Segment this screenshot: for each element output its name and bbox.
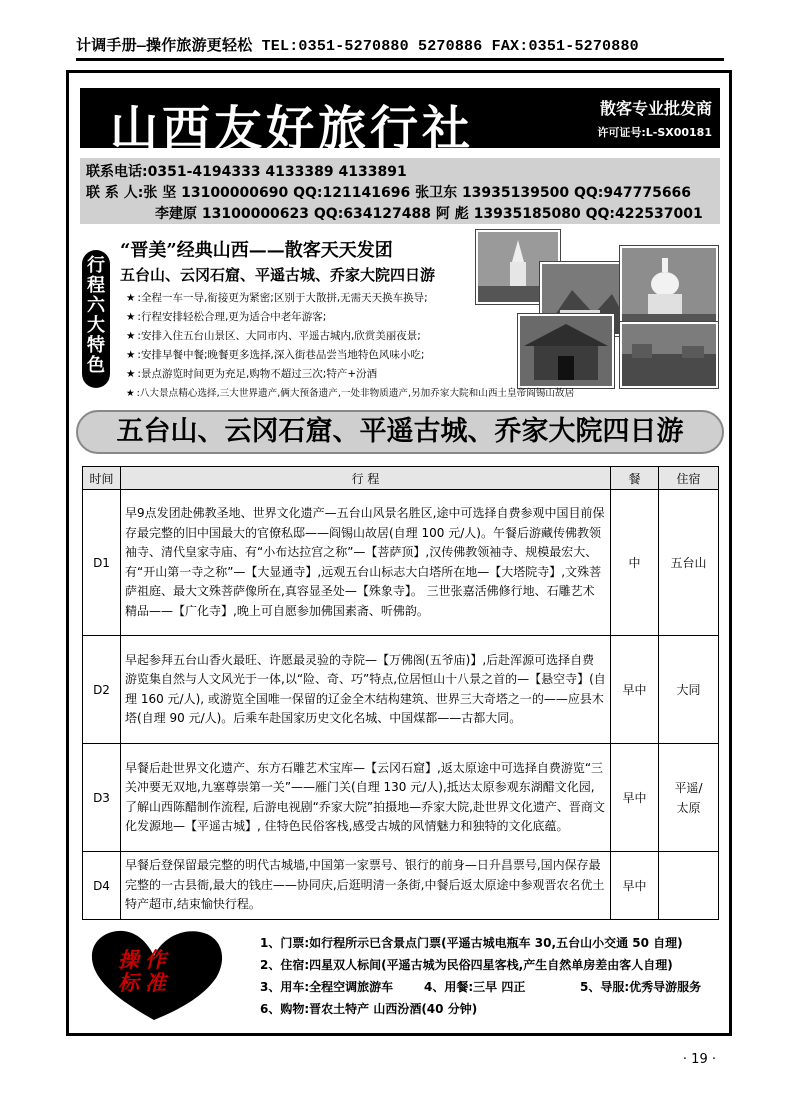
stupa-icon — [622, 248, 716, 326]
promo-title: “晋美”经典山西——散客天天发团 — [120, 240, 393, 261]
header-meal: 餐 — [611, 467, 659, 490]
feature-line-5: ★ :景点游览时间更为充足,购物不超过三次;特产+汾酒 — [126, 368, 378, 380]
row-stay — [659, 852, 719, 920]
row-stay: 大同 — [659, 636, 719, 744]
star-icon: ★ — [126, 368, 136, 380]
row-day: D1 — [83, 490, 121, 636]
row-day: D2 — [83, 636, 121, 744]
standard-guide: 5、导服:优秀导游服务 — [580, 980, 702, 994]
standards-label: 操作标准 — [118, 947, 172, 995]
route-title: 五台山、云冈石窟、平遥古城、乔家大院四日游 — [116, 416, 684, 447]
license-number: 许可证号:L-SX00181 — [597, 126, 712, 139]
feature-line-1: ★ :全程一车一导,衔接更为紧密;区别于大散拼,无需天天换车换导; — [126, 292, 428, 304]
star-icon: ★ — [126, 349, 136, 361]
table-row — [83, 490, 719, 636]
photo-white-pagoda — [620, 246, 718, 328]
city-wall-icon — [622, 324, 716, 386]
row-desc: 早餐后登保留最完整的明代古城墙,中国第一家票号、银行的前身—日升昌票号,国内保存最完整的一古县衙,最大的钱庄——协同庆,后逛明清一条街,中餐后返太原途中参观晋农名优土特产超市,结束愉快行程。 — [121, 852, 611, 920]
agency-banner — [80, 88, 720, 157]
row-meal: 中 — [611, 490, 659, 636]
standard-meals: 4、用餐:三早 四正 — [424, 980, 526, 994]
star-icon: ★ — [126, 388, 135, 399]
row-desc: 早9点发团赴佛教圣地、世界文化遗产—五台山风景名胜区,途中可选择自费参观中国目前保存最完整的旧中国最大的官僚私邸——阎锡山故居(自理 100 元/人)。午餐后游藏传佛教领袖寺、清代皇家寺庙、有“小布达拉宫之称”—【菩萨顶】,汉传佛教领袖寺、规模最宏大、有“开山第一寺之称”—【大显通寺】,远观五台山标志大白塔所在地—【大塔院寺】,文殊菩萨祖庭、最大文殊菩萨像所在,真容显圣处—【殊象寺】。 三世张嘉活佛修行地、石雕艺术精品——【广化寺】,晚上可自愿参加佛国素斋、听佛韵。 — [121, 490, 611, 636]
contact-persons-row-2: 李建原 13100000623 QQ:634127488 阿 彪 13935185080 QQ:422537001 — [155, 206, 703, 222]
itinerary-table — [82, 466, 719, 920]
promo-subtitle: 五台山、云冈石窟、平遥古城、乔家大院四日游 — [120, 266, 436, 284]
feature-line-2: ★ :行程安排轻松合理,更为适合中老年游客; — [126, 311, 327, 323]
temple-icon — [520, 316, 612, 386]
row-meal: 早中 — [611, 744, 659, 852]
contact-phones: 联系电话:0351-4194333 4133389 4133891 — [86, 164, 407, 180]
features-side-label: 行程六大特色 — [82, 250, 110, 388]
header-rule — [76, 58, 724, 61]
table-row — [83, 636, 719, 744]
standard-transport: 3、用车:全程空调旅游车 — [260, 980, 394, 994]
route-title-banner — [76, 410, 724, 454]
photo-courtyard — [620, 322, 718, 388]
star-icon: ★ — [126, 311, 136, 323]
star-icon: ★ — [126, 330, 136, 342]
contact-persons-row-1: 联 系 人:张 坚 13100000690 QQ:121141696 张卫东 13935139500 QQ:947775666 — [86, 185, 692, 201]
standard-tickets: 1、门票:如行程所示已含景点门票(平遥古城电瓶车 30,五台山小交通 50 自理) — [260, 936, 683, 950]
photo-temple-gate — [518, 314, 614, 388]
feature-line-3: ★ :安排入住五台山景区、大同市内、平遥古城内,欣赏美丽夜景; — [126, 330, 421, 342]
contact-box — [80, 158, 720, 224]
row-desc: 早起参拜五台山香火最旺、许愿最灵验的寺院—【万佛阁(五爷庙)】,后赴浑源可选择自费游览集自然与人文风光于一体,以“险、奇、巧”特点,位居恒山十八景之首的—【悬空寺】(自理 160 元/人), 或游览全国唯一保留的辽金全木结构建筑、世界三大奇塔之一的——应县木塔(自理 90 元/人)。后乘车赴国家历史文化名城、中国煤都——古都大同。 — [121, 636, 611, 744]
standard-shopping: 6、购物:晋农土特产 山西汾酒(40 分钟) — [260, 1002, 478, 1016]
header-day: 时间 — [83, 467, 121, 490]
standard-accommodation: 2、住宿:四星双人标间(平遥古城为民俗四星客栈,产生自然单房差由客人自理) — [260, 958, 673, 972]
row-desc: 早餐后赴世界文化遗产、东方石雕艺术宝库—【云冈石窟】,返太原途中可选择自费游览“三关冲要无双地,九塞尊崇第一关”——雁门关(自理 130 元/人),抵达太原参观东湖醋文化园,了解山西陈醋制作流程, 后游电视剧“乔家大院”拍摄地—乔家大院,赴世界文化遗产、晋商文化发源地—【平遥古城】, 住特色民俗客栈,感受古城的风情魅力和独特的文化底蕴。 — [121, 744, 611, 852]
agency-slogan: 散客专业批发商 — [599, 99, 712, 118]
header-stay: 住宿 — [659, 467, 719, 490]
row-day: D3 — [83, 744, 121, 852]
header-contact-bar: 计调手册—操作旅游更轻松 TEL:0351-5270880 5270886 FAX:0351-5270880 — [76, 38, 639, 55]
row-meal: 早中 — [611, 636, 659, 744]
table-row — [83, 744, 719, 852]
feature-line-4: ★ :安排早餐中餐;晚餐更多选择,深入街巷品尝当地特色风味小吃; — [126, 349, 425, 361]
service-standards — [82, 924, 718, 1024]
scenery-photo-collage — [470, 226, 726, 386]
row-stay: 五台山 — [659, 490, 719, 636]
row-stay: 平遥/太原 — [659, 744, 719, 852]
star-icon: ★ — [126, 292, 136, 304]
row-day: D4 — [83, 852, 121, 920]
table-row — [83, 852, 719, 920]
row-meal: 早中 — [611, 852, 659, 920]
header-itinerary: 行 程 — [121, 467, 611, 490]
page-number: · 19 · — [682, 1052, 716, 1067]
agency-name: 山西友好旅行社 — [110, 101, 475, 157]
feature-line-6: ★ :八大景点精心选择,三大世界遗产,俩大预备遗产,一处非物质遗产,另加乔家大院和山西土皇帝阎锡山故居 — [126, 388, 575, 399]
table-header-row — [83, 467, 719, 490]
